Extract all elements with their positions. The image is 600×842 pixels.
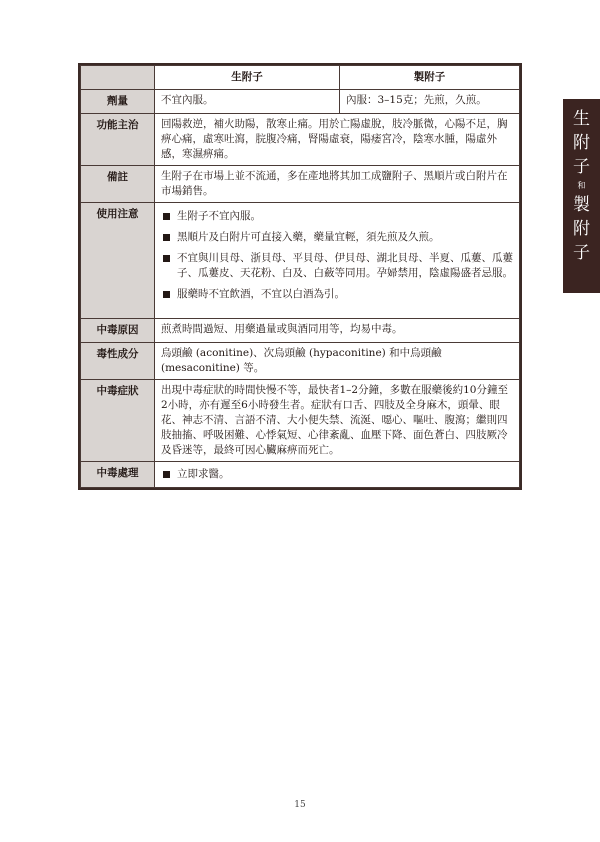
list-item-text: 服藥時不宜飲酒，不宜以白酒為引。 xyxy=(177,288,345,300)
table-row-functions xyxy=(81,114,520,166)
treatment-list xyxy=(155,462,520,488)
square-bullet-icon xyxy=(163,291,170,298)
list-item xyxy=(161,467,513,482)
header-blank-cell xyxy=(81,66,155,90)
side-tab-char: 子 xyxy=(573,157,590,177)
table-row-poisoning-symptoms xyxy=(81,380,520,462)
side-tab-char: 附 xyxy=(573,133,590,153)
row-label: 劑量 xyxy=(81,90,155,114)
header-processed-aconite: 製附子 xyxy=(340,66,520,90)
row-label: 使用注意 xyxy=(81,203,155,319)
side-tab-char: 附 xyxy=(573,219,590,239)
list-item-text: 不宜與川貝母、浙貝母、平貝母、伊貝母、湖北貝母、半夏、瓜蔞、瓜蔞子、瓜蔞皮、天花粉、白及、白蘞等同用。孕婦禁用，陰虛陽盛者忌服。 xyxy=(177,252,513,279)
page-number: 15 xyxy=(294,800,306,810)
table-row-toxic-components xyxy=(81,343,520,380)
side-tab-char: 生 xyxy=(573,109,590,129)
header-raw-aconite: 生附子 xyxy=(155,66,340,90)
herb-comparison-table xyxy=(78,63,522,490)
list-item-text: 生附子不宜內服。 xyxy=(177,210,261,222)
dosage-processed: 內服：3–15克；先煎，久煎。 xyxy=(340,90,520,114)
row-label: 中毒處理 xyxy=(81,462,155,488)
side-tab-connector: 和 xyxy=(577,181,586,190)
precautions-list xyxy=(155,203,520,319)
row-text: 出現中毒症狀的時間快慢不等，最快者1–2分鐘，多數在服藥後約10分鐘至2小時，亦有遲至6小時發生者。症狀有口舌、四肢及全身麻木，頭暈、眼花、神志不清、言語不清、大小便失禁、流涎、噁心、嘔吐、腹瀉；繼則四肢抽搐、呼吸困難、心悸氣短、心律紊亂、血壓下降、面色蒼白、四肢厥冷及昏迷等，最終可因心臟麻痹而死亡。 xyxy=(155,380,520,462)
table-row-precautions xyxy=(81,203,520,319)
square-bullet-icon xyxy=(163,471,170,478)
list-item xyxy=(161,209,513,224)
list-item xyxy=(161,230,513,245)
list-item xyxy=(161,251,513,281)
table-row-remarks xyxy=(81,166,520,203)
side-tab xyxy=(563,99,600,293)
row-label: 毒性成分 xyxy=(81,343,155,380)
row-label: 功能主治 xyxy=(81,114,155,166)
row-text: 煎煮時間過短、用藥過量或與酒同用等，均易中毒。 xyxy=(155,319,520,343)
list-item-text: 黑順片及白附片可直接入藥，藥量宜輕，須先煎及久煎。 xyxy=(177,231,440,243)
square-bullet-icon xyxy=(163,255,170,262)
list-item-text: 立即求醫。 xyxy=(177,468,230,480)
table-row-dosage xyxy=(81,90,520,114)
table-header-row xyxy=(81,66,520,90)
square-bullet-icon xyxy=(163,213,170,220)
row-text: 回陽救逆，補火助陽，散寒止痛。用於亡陽虛脫，肢冷脈微，心陽不足，胸痹心痛，虛寒吐瀉，脘腹冷痛，腎陽虛衰，陽痿宮冷，陰寒水腫，陽虛外感，寒濕痹痛。 xyxy=(155,114,520,166)
side-tab-char: 子 xyxy=(573,243,590,263)
row-label: 中毒症狀 xyxy=(81,380,155,462)
table-row-poisoning-treatment xyxy=(81,462,520,488)
row-label: 備註 xyxy=(81,166,155,203)
side-tab-char: 製 xyxy=(573,195,590,215)
row-label: 中毒原因 xyxy=(81,319,155,343)
list-item xyxy=(161,287,513,302)
dosage-raw: 不宜內服。 xyxy=(155,90,340,114)
row-text: 烏頭鹼 (aconitine)、次烏頭鹼 (hypaconitine) 和中烏頭鹼 (mesaconitine) 等。 xyxy=(155,343,520,380)
square-bullet-icon xyxy=(163,234,170,241)
row-text: 生附子在市場上並不流通，多在產地將其加工成鹽附子、黑順片或白附片在市場銷售。 xyxy=(155,166,520,203)
table-row-poisoning-cause xyxy=(81,319,520,343)
table xyxy=(80,65,520,488)
